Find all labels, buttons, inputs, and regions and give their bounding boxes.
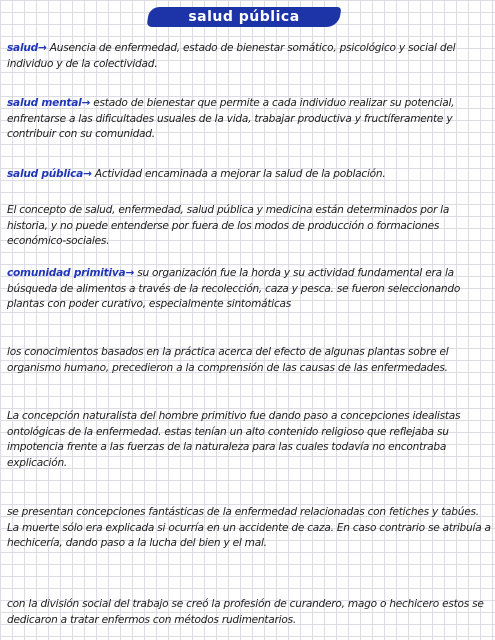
title-banner — [0, 3, 495, 29]
arrow-icon: → — [125, 267, 135, 279]
paragraph-text: se presentan concepciones fantásticas de la enfermedad relacionadas con fetiches y tabúes. La muerte sólo era explicada si ocurría en un accidente de caza. En caso contrario se atribuía a hechicería, dando paso a la lucha del bien y el mal. — [7, 506, 491, 549]
paragraph-comunidad-primitiva — [7, 266, 491, 313]
paragraph-text: Actividad encaminada a mejorar la salud de la población. — [91, 168, 386, 180]
arrow-icon: → — [37, 42, 47, 54]
paragraph-salud-mental — [7, 96, 491, 143]
paragraph-text: Ausencia de enfermedad, estado de bienestar somático, psicológico y social del individuo y de la colectividad. — [7, 42, 456, 70]
paragraph-text: El concepto de salud, enfermedad, salud pública y medicina están determinados por la historia, y no puede entenderse por fuera de los modos de producción o formaciones económico-sociales. — [7, 204, 450, 247]
paragraph-salud-publica — [7, 167, 491, 183]
paragraph-text: su organización fue la horda y su actividad fundamental era la búsqueda de alimentos a través de la recolección, caza y pesca. se fueron seleccionando plantas con poder curativo, especialmente sintomáticas — [7, 267, 461, 310]
paragraph-division-social — [7, 597, 491, 628]
term-label: salud pública — [7, 168, 84, 180]
paragraph-text: La concepción naturalista del hombre primitivo fue dando paso a concepciones idealistas ontológicas de la enfermedad. estas tenían un alto contenido religioso que reflejaba su impotencia frente a las fuerzas de la naturaleza para las cuales todavía no encontraba explicación. — [7, 410, 461, 469]
paragraph-text: los conocimientos basados en la práctica acerca del efecto de algunas plantas sobre el organismo humano, precedieron a la comprensión de las causas de las enfermedades. — [7, 346, 449, 374]
term-label: salud — [7, 42, 38, 54]
paragraph-salud — [7, 41, 491, 72]
paragraph-conocimientos — [7, 345, 491, 376]
paragraph-concepto-salud — [7, 203, 491, 250]
arrow-icon: → — [83, 168, 92, 180]
arrow-icon: → — [81, 97, 91, 109]
paragraph-text: estado de bienestar que permite a cada individuo realizar su potencial, enfrentarse a las dificultades usuales de la vida, trabajar productiva y fructíferamente y contribuir con su comunidad. — [7, 97, 455, 140]
term-label: comunidad primitiva — [7, 267, 126, 279]
paragraph-text: con la división social del trabajo se creó la profesión de curandero, mago o hechicero estos se dedicaron a tratar enfermos con métodos rudimentarios. — [7, 598, 484, 626]
paragraph-concepciones-fantasticas — [7, 505, 491, 552]
term-label: salud mental — [7, 97, 82, 109]
page-title: salud pública — [188, 9, 300, 25]
paragraph-concepcion-naturalista — [7, 409, 491, 471]
